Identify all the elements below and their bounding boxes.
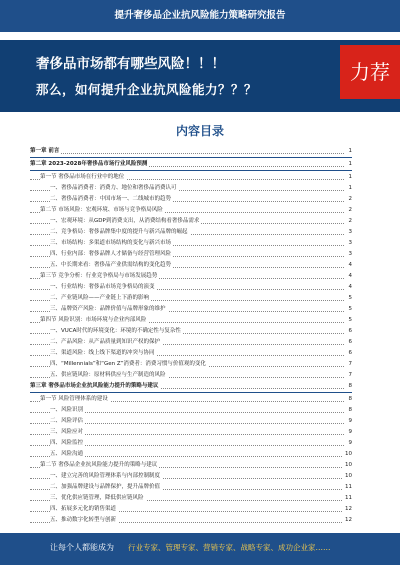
toc-entry-text: 一、奢侈品消费者：消费力、地位和奢侈品消费认可 bbox=[50, 185, 177, 191]
toc-entry[interactable] bbox=[30, 216, 352, 227]
toc-entry-page: 7 bbox=[347, 370, 353, 381]
toc-leader-dots bbox=[30, 153, 344, 154]
toc-entry[interactable] bbox=[30, 146, 352, 158]
toc-entry-text: 五、中长期来看：奢侈品产业供需结构的变化趋势 bbox=[50, 262, 172, 268]
toc-entry-text: 四、“Millennials”和“Gen Z”消费者：消费习惯与价值观的变化 bbox=[50, 361, 206, 367]
toc-entry[interactable] bbox=[30, 471, 352, 482]
toc-entry-text: 二、产品风险：从产品质量到知识产权的保护 bbox=[50, 339, 161, 345]
toc-entry-page: 1 bbox=[347, 146, 353, 157]
toc-entry-page: 12 bbox=[343, 504, 352, 515]
toc-entry[interactable] bbox=[30, 238, 352, 249]
toc-entry-page: 11 bbox=[343, 482, 352, 493]
toc-entry[interactable] bbox=[30, 227, 352, 238]
toc-entry-text: 一、VUCA时代的环境变化：环境的不确定性与复杂性 bbox=[50, 328, 181, 334]
toc-entry-text: 一、风险识别 bbox=[50, 407, 84, 413]
toc-entry[interactable] bbox=[30, 370, 352, 381]
toc-entry-page: 10 bbox=[343, 449, 352, 460]
toc-entry-text: 第四节 风险识别：市场环境与企业内部风险 bbox=[40, 317, 147, 323]
toc-entry-text: 二、风险评估 bbox=[50, 418, 84, 424]
toc-entry-text: 第二节 奢侈品企业抗风险能力提升的策略与建议 bbox=[40, 462, 158, 468]
toc-entry-text: 二、奢侈品消费者：中国市场一、二线城市的趋势 bbox=[50, 196, 172, 202]
toc-entry-page: 8 bbox=[347, 394, 353, 405]
toc-entry-text: 第三节 竞争分析：行业竞争格局与市场发展趋势 bbox=[40, 273, 158, 279]
toc-entry[interactable] bbox=[30, 304, 352, 315]
toc-entry-page: 1 bbox=[347, 183, 353, 194]
toc-entry-page: 6 bbox=[347, 326, 353, 337]
footer-bar bbox=[0, 533, 400, 565]
footer-lead: 让每个人都能成为 bbox=[50, 543, 114, 552]
toc-heading: 内容目录 bbox=[175, 124, 224, 138]
table-of-contents bbox=[30, 146, 352, 526]
toc-entry-text: 第三章 奢侈品市场企业抗风险能力提升的策略与建议 bbox=[30, 383, 159, 389]
toc-entry-page: 9 bbox=[347, 438, 353, 449]
toc-entry[interactable] bbox=[30, 416, 352, 427]
toc-entry-page: 10 bbox=[343, 471, 352, 482]
toc-entry-page: 2 bbox=[347, 216, 353, 227]
toc-entry[interactable] bbox=[30, 205, 352, 216]
toc-entry-text: 二、产业链风险——产业链上下游的影响 bbox=[50, 295, 150, 301]
toc-entry-page: 3 bbox=[347, 227, 353, 238]
toc-entry-page: 5 bbox=[347, 304, 353, 315]
toc-entry[interactable] bbox=[30, 504, 352, 515]
toc-entry-page: 7 bbox=[347, 359, 353, 370]
toc-entry[interactable] bbox=[30, 159, 352, 171]
toc-entry-text: 三、渠道风险：线上线下渠道的冲突与协同 bbox=[50, 350, 155, 356]
toc-entry-page: 8 bbox=[347, 405, 353, 416]
toc-entry[interactable] bbox=[30, 482, 352, 493]
toc-entry[interactable] bbox=[30, 405, 352, 416]
toc-entry-page: 3 bbox=[347, 238, 353, 249]
toc-entry-text: 第一节 风险管理体系的建设 bbox=[40, 396, 108, 402]
toc-entry-text: 一、宏观环境：从GDP到消费支出，从消费结构看奢侈品需求 bbox=[50, 218, 200, 224]
toc-entry-page: 12 bbox=[343, 515, 352, 526]
toc-entry-text: 第二节 市场风险：宏观环境、市场与竞争格局风险 bbox=[40, 207, 163, 213]
toc-entry-page: 4 bbox=[347, 271, 353, 282]
toc-entry-page: 5 bbox=[347, 315, 353, 326]
toc-entry-text: 三、品牌资产风险：品牌价值与品牌形象的维护 bbox=[50, 306, 166, 312]
toc-entry[interactable] bbox=[30, 438, 352, 449]
toc-entry[interactable] bbox=[30, 315, 352, 326]
toc-entry-text: 一、建立完善的风险管理体系与内部控制制度 bbox=[50, 473, 161, 479]
toc-entry-page: 4 bbox=[347, 260, 353, 271]
toc-entry-text: 五、推动数字化转型与创新 bbox=[50, 517, 117, 523]
toc-entry[interactable] bbox=[30, 172, 352, 183]
toc-entry[interactable] bbox=[30, 460, 352, 471]
toc-entry-page: 9 bbox=[347, 427, 353, 438]
toc-entry[interactable] bbox=[30, 493, 352, 504]
toc-entry-text: 第一章 前言 bbox=[30, 148, 60, 154]
toc-entry-page: 6 bbox=[347, 348, 353, 359]
toc-entry[interactable] bbox=[30, 249, 352, 260]
toc-entry-page: 1 bbox=[347, 172, 353, 183]
toc-entry[interactable] bbox=[30, 282, 352, 293]
toc-entry-page: 2 bbox=[347, 205, 353, 216]
toc-entry-text: 第一节 奢侈品市场在行业中的地位 bbox=[40, 174, 125, 180]
toc-entry-text: 四、风险监控 bbox=[50, 440, 84, 446]
toc-entry[interactable] bbox=[30, 194, 352, 205]
footer-roles: 行业专家、管理专家、营销专家、战略专家、成功企业家…… bbox=[128, 543, 331, 552]
toc-entry[interactable] bbox=[30, 183, 352, 194]
toc-entry[interactable] bbox=[30, 337, 352, 348]
toc-entry-text: 二、加强品牌建设与品牌保护，提升品牌价值 bbox=[50, 484, 161, 490]
toc-entry-text: 四、行业内部：奢侈品牌人才储备与经营管理风险 bbox=[50, 251, 172, 257]
toc-entry-page: 8 bbox=[347, 381, 353, 392]
toc-entry-page: 3 bbox=[347, 249, 353, 260]
toc-entry[interactable] bbox=[30, 515, 352, 526]
toc-entry[interactable] bbox=[30, 271, 352, 282]
toc-entry[interactable] bbox=[30, 449, 352, 460]
toc-entry[interactable] bbox=[30, 394, 352, 405]
toc-entry-page: 9 bbox=[347, 416, 353, 427]
toc-entry-text: 四、拓展多元化的销售渠道 bbox=[50, 506, 117, 512]
toc-entry[interactable] bbox=[30, 260, 352, 271]
toc-entry[interactable] bbox=[30, 427, 352, 438]
hero-line-2: 那么，如何提升企业抗风险能力？？？ bbox=[36, 82, 258, 97]
toc-entry[interactable] bbox=[30, 359, 352, 370]
report-title: 提升奢侈品企业抗风险能力策略研究报告 bbox=[114, 10, 286, 21]
toc-entry-text: 二、竞争格局：奢侈品牌集中度的提升与新兴品牌的崛起 bbox=[50, 229, 188, 235]
toc-entry-text: 三、优化供应链管理，降低供应链风险 bbox=[50, 495, 144, 501]
toc-entry[interactable] bbox=[30, 348, 352, 359]
toc-entry-text: 一、行业结构：奢侈品市场竞争格局的演变 bbox=[50, 284, 155, 290]
toc-entry-page: 5 bbox=[347, 293, 353, 304]
toc-entry-page: 1 bbox=[347, 159, 353, 170]
toc-entry-page: 4 bbox=[347, 282, 353, 293]
toc-entry[interactable] bbox=[30, 326, 352, 337]
toc-entry-page: 11 bbox=[343, 493, 352, 504]
toc-entry[interactable] bbox=[30, 293, 352, 304]
toc-entry-page: 2 bbox=[347, 194, 353, 205]
toc-entry-text: 第二章 2023-2028年奢侈品市场行业风险预测 bbox=[30, 161, 148, 167]
toc-entry[interactable] bbox=[30, 381, 352, 393]
toc-entry-text: 五、供应链风险：原材料供应与生产制造的风险 bbox=[50, 372, 166, 378]
report-header-bar bbox=[0, 0, 400, 32]
toc-entry-text: 三、市场结构：多渠道市场结构的变化与新兴市场 bbox=[50, 240, 172, 246]
toc-entry-text: 五、风险沟通 bbox=[50, 451, 84, 457]
toc-entry-text: 三、风险应对 bbox=[50, 429, 84, 435]
recommend-badge: 力荐 bbox=[340, 45, 400, 99]
hero-line-1: 奢侈品市场都有哪些风险！！！ bbox=[36, 56, 225, 72]
toc-entry-page: 6 bbox=[347, 337, 353, 348]
toc-entry-page: 10 bbox=[343, 460, 352, 471]
